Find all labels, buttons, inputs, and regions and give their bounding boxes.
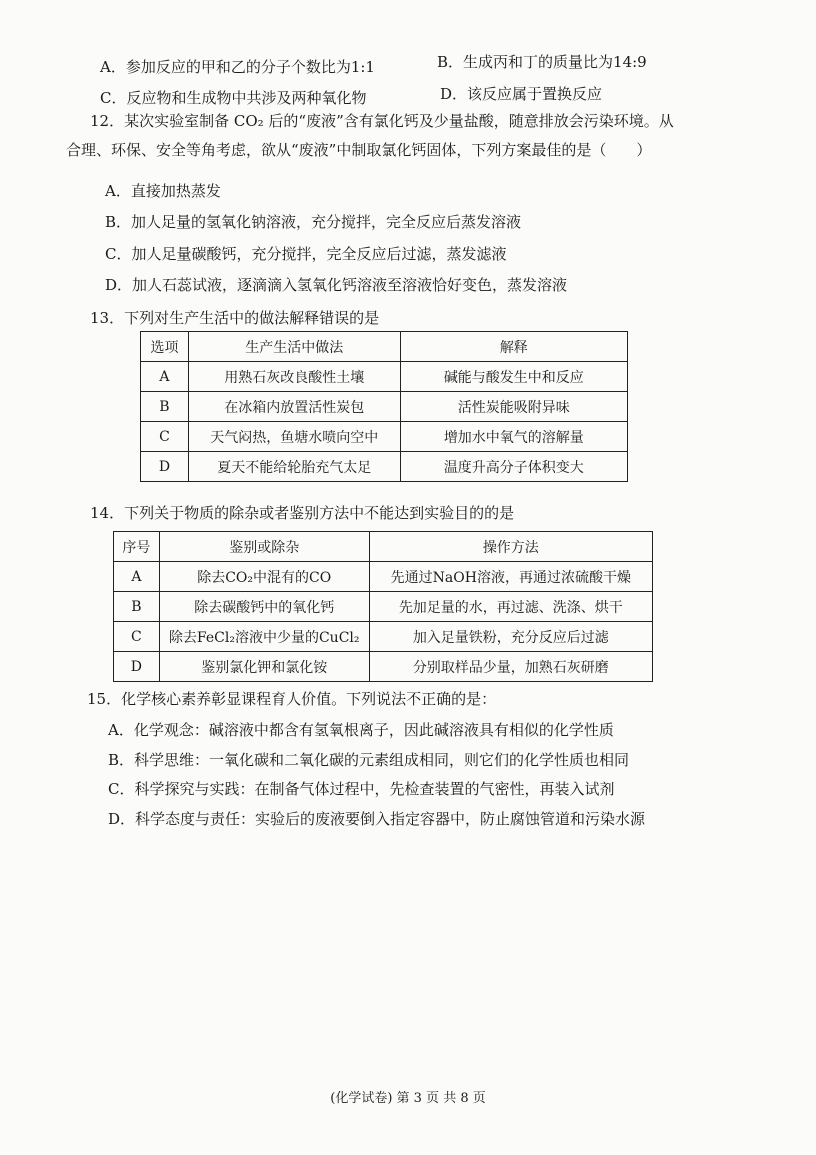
table-cell: 碱能与酸发生中和反应	[400, 362, 627, 392]
q15-option-c: C．科学探究与实践：在制备气体过程中，先检查装置的气密性，再装入试剂	[108, 780, 615, 798]
q13-stem: 13．下列对生产生活中的做法解释错误的是	[90, 309, 380, 327]
table-cell: B	[141, 392, 189, 422]
q15-option-a: A．化学观念：碱溶液中都含有氢氧根离子，因此碱溶液具有相似的化学性质	[108, 721, 614, 739]
table-header-row	[141, 332, 628, 362]
q13-table	[140, 331, 628, 482]
q11-option-c: C．反应物和生成物中共涉及两种氧化物	[100, 89, 367, 107]
table-cell: B	[114, 592, 160, 622]
table-header-cell: 解释	[400, 332, 627, 362]
table-cell: D	[114, 652, 160, 682]
table-header-row	[114, 532, 653, 562]
q14-stem: 14．下列关于物质的除杂或者鉴别方法中不能达到实验目的的是	[90, 504, 515, 522]
table-cell: 除去CO₂中混有的CO	[159, 562, 369, 592]
table-cell: 鉴别氯化钾和氯化铵	[159, 652, 369, 682]
table-cell: 先通过NaOH溶液，再通过浓硫酸干燥	[369, 562, 652, 592]
table-row	[141, 362, 628, 392]
table-cell: C	[114, 622, 160, 652]
table-header-cell: 序号	[114, 532, 160, 562]
table-cell: 活性炭能吸附异味	[400, 392, 627, 422]
q15-stem: 15．化学核心素养彰显课程育人价值。下列说法不正确的是：	[87, 690, 497, 708]
q12-stem-line2: 合理、环保、安全等角考虑，欲从“废液”中制取氯化钙固体，下列方案最佳的是（ ）	[66, 141, 652, 159]
table-cell: 先加足量的水，再过滤、洗涤、烘干	[369, 592, 652, 622]
table-cell: C	[141, 422, 189, 452]
table-header-cell: 操作方法	[369, 532, 652, 562]
table-header-cell: 选项	[141, 332, 189, 362]
table-row	[114, 622, 653, 652]
table-cell: 分别取样品少量，加熟石灰研磨	[369, 652, 652, 682]
q12-option-c: C．加人足量碳酸钙，充分搅拌，完全反应后过滤，蒸发滤液	[105, 245, 507, 263]
q15-option-d: D．科学态度与责任：实验后的废液要倒入指定容器中，防止腐蚀管道和污染水源	[108, 810, 646, 828]
q11-option-a: A．参加反应的甲和乙的分子个数比为1:1	[100, 58, 375, 76]
q11-option-d: D．该反应属于置换反应	[440, 85, 603, 103]
table-cell: A	[114, 562, 160, 592]
table-cell: 在冰箱内放置活性炭包	[188, 392, 400, 422]
table-cell: 除去碳酸钙中的氧化钙	[159, 592, 369, 622]
q11-option-b: B．生成丙和丁的质量比为14:9	[437, 53, 647, 71]
q14-table	[113, 531, 653, 682]
table-cell: A	[141, 362, 189, 392]
table-cell: 温度升高分子体积变大	[400, 452, 627, 482]
q12-option-a: A．直接加热蒸发	[105, 182, 221, 200]
q12-option-b: B．加人足量的氢氧化钠溶液，充分搅拌，完全反应后蒸发溶液	[105, 213, 522, 231]
table-cell: D	[141, 452, 189, 482]
table-cell: 增加水中氧气的溶解量	[400, 422, 627, 452]
table-header-cell: 生产生活中做法	[188, 332, 400, 362]
table-row	[114, 592, 653, 622]
q12-option-d: D．加人石蕊试液，逐滴滴入氢氧化钙溶液至溶液恰好变色，蒸发溶液	[105, 276, 568, 294]
table-cell: 除去FeCl₂溶液中少量的CuCl₂	[159, 622, 369, 652]
table-cell: 天气闷热，鱼塘水喷向空中	[188, 422, 400, 452]
table-row	[141, 392, 628, 422]
table-row	[141, 422, 628, 452]
q15-option-b: B．科学思维：一氧化碳和二氧化碳的元素组成相同，则它们的化学性质也相同	[108, 751, 630, 769]
table-cell: 用熟石灰改良酸性土壤	[188, 362, 400, 392]
table-row	[114, 562, 653, 592]
page-footer: (化学试卷) 第 3 页 共 8 页	[330, 1091, 486, 1106]
table-cell: 加入足量铁粉，充分反应后过滤	[369, 622, 652, 652]
table-row	[141, 452, 628, 482]
table-row	[114, 652, 653, 682]
table-cell: 夏天不能给轮胎充气太足	[188, 452, 400, 482]
table-header-cell: 鉴别或除杂	[159, 532, 369, 562]
q12-stem-line1: 12．某次实验室制备 CO₂ 后的“废液”含有氯化钙及少量盐酸，随意排放会污染环境。从	[90, 112, 674, 130]
